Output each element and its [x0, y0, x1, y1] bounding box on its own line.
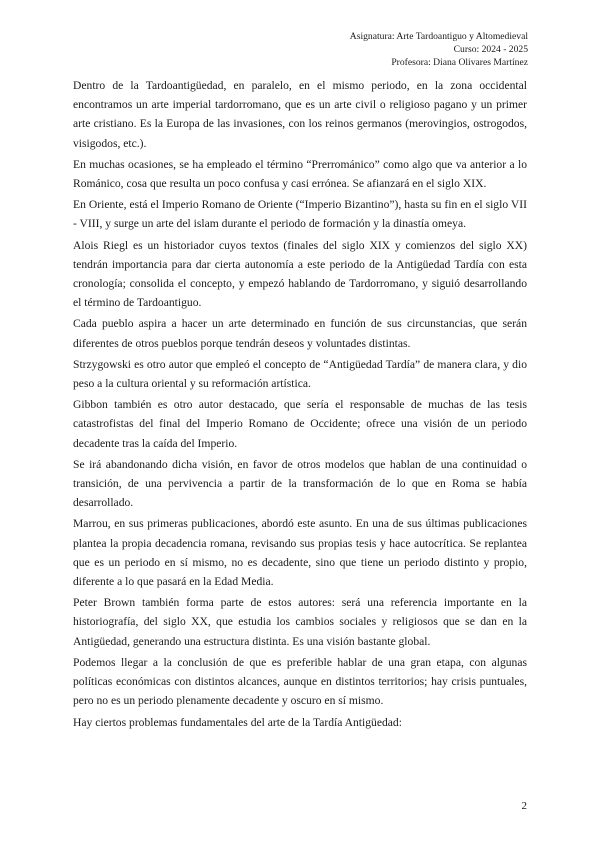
header-subject: Asignatura: Arte Tardoantiguo y Altomedieval	[349, 31, 528, 42]
paragraph: Gibbon también es otro autor destacado, que sería el responsable de muchas de las tesis catastrofistas del final del Imperio Romano de Occidente; ofrece una visión de un periodo decadente tras la caída del Imperio.	[73, 398, 527, 450]
paragraph: Hay ciertos problemas fundamentales del arte de la Tardía Antigüedad:	[73, 715, 402, 729]
page-header	[228, 30, 528, 69]
paragraph: Podemos llegar a la conclusión de que es preferible hablar de una gran etapa, con algunas políticas económicas con distintos alcances, aunque en distintos territorios; hay crisis puntuales, pero no es un periodo plenamente decadente y oscuro en sí mismo.	[73, 655, 527, 708]
paragraph: Strzygowski es otro autor que empleó el concepto de “Antigüedad Tardía” de manera clara, y dio peso a la cultura oriental y su reformación artística.	[73, 357, 527, 391]
paragraph: Cada pueblo aspira a hacer un arte determinado en función de sus circunstancias, que serán diferentes de otros pueblos porque tendrán deseos y voluntades distintas.	[73, 317, 527, 350]
paragraph: Alois Riegl es un historiador cuyos textos (finales del siglo XIX y comienzos del siglo XX) tendrán importancia para dar cierta autonomía a este periodo de la Antigüedad Tardía con esta cronología; consolida el concepto, y empezó hablando de Tardorromano, y siguió desarrollando el término de Tardoantiguo.	[73, 238, 527, 310]
paragraph: Peter Brown también forma parte de estos autores: será una referencia importante en la historiografía, del siglo XX, que estudia los cambios sociales y religiosos que se dan en la Antigüedad, generando una estructura distinta. Es una visión bastante global.	[73, 596, 527, 648]
document-body	[73, 76, 527, 734]
page-number: 2	[521, 800, 527, 812]
paragraph: Dentro de la Tardoantigüedad, en paralelo, en el mismo periodo, en la zona occidental encontramos un arte imperial tardorromano, que es un arte civil o religioso pagano y un primer arte cristiano. Es la Europa de las invasiones, con los reinos germanos (merovingios, ostrogodos, visigodos, etc.).	[73, 79, 527, 150]
paragraph: En Oriente, está el Imperio Romano de Oriente (“Imperio Bizantino”), hasta su fin en el siglo VII - VIII, y surge un arte del islam durante el periodo de formación y la dinastía omeya.	[73, 198, 527, 231]
paragraph: Marrou, en sus primeras publicaciones, abordó este asunto. En una de sus últimas publicaciones plantea la propia decadencia romana, revisando sus propias tesis y hace autocrítica. Se replantea que es un periodo en sí mismo, no es decadente, sino que tiene un periodo distinto y propio, diferente a lo que pasará en la Edad Media.	[73, 517, 527, 589]
paragraph: Se irá abandonando dicha visión, en favor de otros modelos que hablan de una continuidad o transición, de una pervivencia a partir de la transformación de lo que en Roma se había desarrollado.	[73, 457, 527, 510]
header-course: Curso: 2024 - 2025	[453, 44, 528, 55]
paragraph: En muchas ocasiones, se ha empleado el término “Prerrománico” como algo que va anterior a lo Románico, cosa que resulta un poco confusa y casi errónea. Se afianzará en el siglo XIX.	[73, 157, 527, 191]
header-teacher: Profesora: Diana Olivares Martínez	[391, 57, 528, 68]
